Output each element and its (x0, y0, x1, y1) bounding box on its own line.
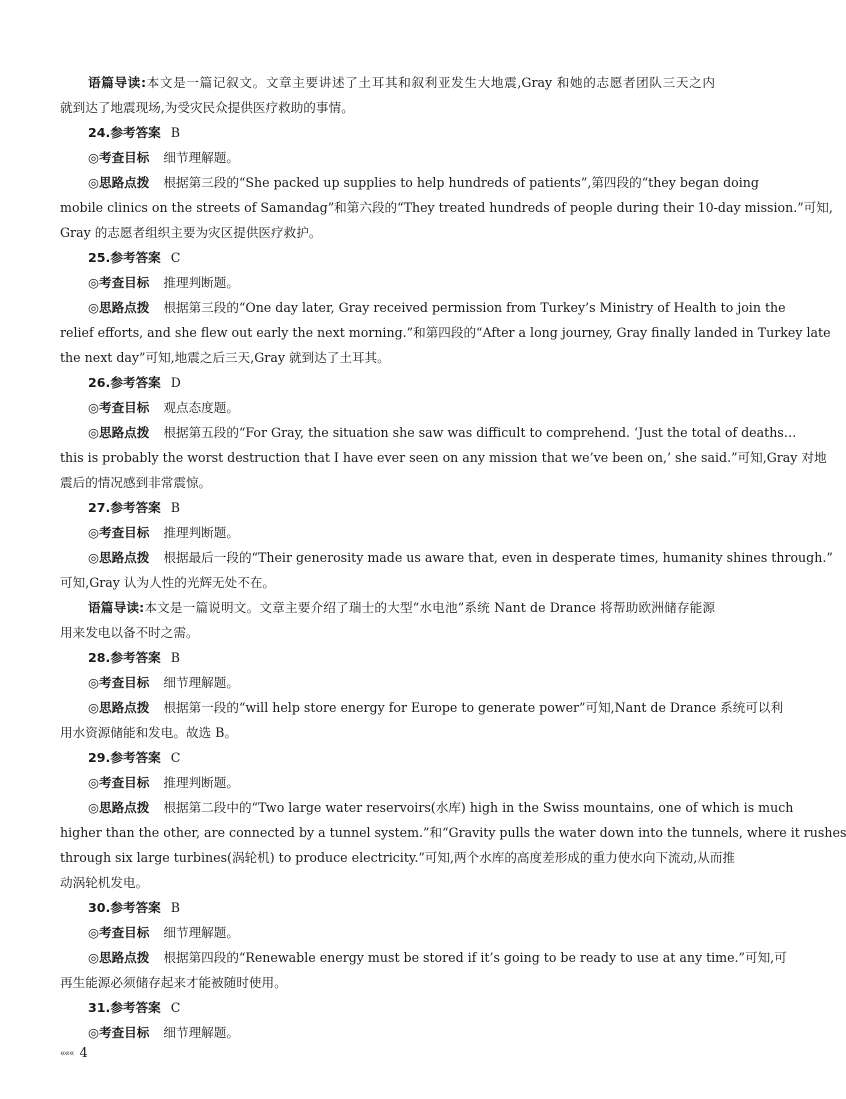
analysis-text: 用水资源储能和发电。故选 B。 (60, 725, 237, 740)
analysis-text: relief efforts, and she flew out early the next morning.”和第四段的“After a long journey, Gray finally landed in Turkey late (60, 325, 831, 340)
analysis-text: 根据第五段的“For Gray, the situation she saw was difficult to comprehend. ‘Just the total of deaths… (163, 425, 797, 440)
target-label: ◎考查目标 (88, 275, 150, 290)
analysis-line (60, 470, 715, 495)
analysis-label: ◎思路点拨 (88, 950, 150, 965)
answer-line (60, 245, 715, 270)
question-block (60, 745, 846, 895)
target-text: 推理判断题。 (163, 775, 239, 790)
target-label: ◎考查目标 (88, 1025, 150, 1040)
analysis-text: higher than the other, are connected by a tunnel system.”和“Gravity pulls the water down into the tunnels, where it rushes (60, 825, 846, 840)
answer-line (60, 745, 715, 770)
target-text: 细节理解题。 (163, 675, 239, 690)
analysis-line (60, 545, 833, 570)
intro-text: 本文是一篇记叙文。文章主要讲述了土耳其和叙利亚发生大地震,Gray 和她的志愿者团队三天之内 (146, 75, 715, 90)
question-block (60, 495, 833, 595)
analysis-line (60, 845, 736, 870)
analysis-text: 可知,Gray 认为人性的光辉无处不在。 (60, 575, 276, 590)
analysis-label: ◎思路点拨 (88, 700, 150, 715)
answer-line (60, 370, 715, 395)
analysis-label: ◎思路点拨 (88, 800, 150, 815)
analysis-line (60, 945, 787, 970)
answer-line (60, 645, 715, 670)
analysis-text: 动涡轮机发电。 (60, 875, 149, 890)
answer-line (60, 120, 715, 145)
answer-label: 参考答案 (110, 500, 161, 515)
intro-text: 本文是一篇说明文。文章主要介绍了瑞士的大型“水电池”系统 Nant de Drance 将帮助欧洲储存能源 (144, 600, 715, 615)
analysis-line (60, 195, 833, 220)
analysis-line (60, 795, 794, 820)
analysis-label: ◎思路点拨 (88, 425, 150, 440)
analysis-text: through six large turbines(涡轮机) to produce electricity.”可知,两个水库的高度差形成的重力使水向下流动,从而推 (60, 850, 736, 865)
answer-value: B (170, 650, 180, 665)
analysis-line (60, 695, 784, 720)
analysis-text: 根据第四段的“Renewable energy must be stored if it’s going to be ready to use at any time.”可知,可 (163, 950, 787, 965)
analysis-text: Gray 的志愿者组织主要为灾区提供医疗救护。 (60, 225, 322, 240)
analysis-line (60, 170, 759, 195)
intro-line (60, 620, 715, 645)
analysis-text: 再生能源必须储存起来才能被随时使用。 (60, 975, 287, 990)
question-block (60, 895, 787, 995)
analysis-text: 根据第二段中的“Two large water reservoirs(水库) high in the Swiss mountains, one of which is much (163, 800, 794, 815)
answer-line (60, 895, 715, 920)
target-text: 细节理解题。 (163, 925, 239, 940)
analysis-line (60, 295, 786, 320)
analysis-label: ◎思路点拨 (88, 300, 150, 315)
question-block (60, 120, 833, 245)
question-number: 31. (88, 1000, 111, 1015)
answer-line (60, 995, 715, 1020)
footer-marker: ««« (60, 1049, 74, 1059)
analysis-text: 根据第一段的“will help store energy for Europe to generate power”可知,Nant de Drance 系统可以利 (163, 700, 784, 715)
answer-label: 参考答案 (110, 750, 161, 765)
question-block (60, 645, 784, 745)
question-number: 30. (88, 900, 111, 915)
question-number: 24. (88, 125, 111, 140)
question-number: 27. (88, 500, 111, 515)
question-block (60, 995, 715, 1045)
answer-label: 参考答案 (110, 1000, 161, 1015)
analysis-label: ◎思路点拨 (88, 175, 150, 190)
question-number: 25. (88, 250, 111, 265)
analysis-text: 震后的情况感到非常震惊。 (60, 475, 212, 490)
answer-value: B (170, 500, 180, 515)
reading-section (60, 595, 846, 1045)
target-line (60, 520, 715, 545)
answer-value: C (170, 1000, 181, 1015)
analysis-label: ◎思路点拨 (88, 550, 150, 565)
analysis-line (60, 720, 715, 745)
analysis-line (60, 445, 827, 470)
analysis-line (60, 820, 846, 845)
answer-label: 参考答案 (110, 375, 161, 390)
target-line (60, 270, 715, 295)
intro-line (60, 70, 715, 95)
analysis-line (60, 570, 715, 595)
question-number: 28. (88, 650, 111, 665)
answer-value: C (170, 750, 181, 765)
page-footer (60, 1046, 88, 1061)
target-text: 推理判断题。 (163, 275, 239, 290)
target-line (60, 1020, 715, 1045)
target-text: 细节理解题。 (163, 150, 239, 165)
intro-text: 用来发电以备不时之需。 (60, 625, 199, 640)
analysis-line (60, 420, 797, 445)
analysis-line (60, 970, 715, 995)
answer-value: D (170, 375, 181, 390)
question-block (60, 245, 831, 370)
answer-explanations (60, 70, 846, 1045)
intro-line (60, 595, 715, 620)
target-label: ◎考查目标 (88, 525, 150, 540)
target-label: ◎考查目标 (88, 775, 150, 790)
analysis-line (60, 870, 715, 895)
target-label: ◎考查目标 (88, 925, 150, 940)
answer-label: 参考答案 (110, 250, 161, 265)
analysis-text: this is probably the worst destruction that I have ever seen on any mission that we’ve been on,’ she said.”可知,Gray 对地 (60, 450, 827, 465)
target-label: ◎考查目标 (88, 400, 150, 415)
analysis-text: 根据最后一段的“Their generosity made us aware that, even in desperate times, humanity shines through.” (163, 550, 833, 565)
answer-value: B (170, 900, 180, 915)
target-text: 细节理解题。 (163, 1025, 239, 1040)
target-label: ◎考查目标 (88, 675, 150, 690)
answer-label: 参考答案 (110, 650, 161, 665)
answer-value: B (170, 125, 180, 140)
analysis-line (60, 345, 715, 370)
intro-line (60, 95, 715, 120)
target-line (60, 770, 715, 795)
page-number: 4 (79, 1046, 88, 1061)
target-text: 推理判断题。 (163, 525, 239, 540)
analysis-line (60, 220, 715, 245)
target-line (60, 920, 715, 945)
analysis-text: mobile clinics on the streets of Samandag”和第六段的“They treated hundreds of people during their 10-day mission.”可知, (60, 200, 833, 215)
analysis-text: 根据第三段的“She packed up supplies to help hundreds of patients”,第四段的“they began doing (163, 175, 759, 190)
analysis-text: 根据第三段的“One day later, Gray received permission from Turkey’s Ministry of Health to join the (163, 300, 786, 315)
reading-section (60, 70, 833, 595)
answer-value: C (170, 250, 181, 265)
answer-label: 参考答案 (110, 125, 161, 140)
target-line (60, 670, 715, 695)
intro-label: 语篇导读: (88, 75, 146, 90)
target-line (60, 145, 715, 170)
target-text: 观点态度题。 (163, 400, 239, 415)
analysis-text: the next day”可知,地震之后三天,Gray 就到达了土耳其。 (60, 350, 390, 365)
question-number: 29. (88, 750, 111, 765)
target-line (60, 395, 715, 420)
question-block (60, 370, 827, 495)
analysis-line (60, 320, 831, 345)
target-label: ◎考查目标 (88, 150, 150, 165)
answer-label: 参考答案 (110, 900, 161, 915)
question-number: 26. (88, 375, 111, 390)
intro-label: 语篇导读: (88, 600, 145, 615)
intro-text: 就到达了地震现场,为受灾民众提供医疗救助的事情。 (60, 100, 354, 115)
answer-line (60, 495, 715, 520)
